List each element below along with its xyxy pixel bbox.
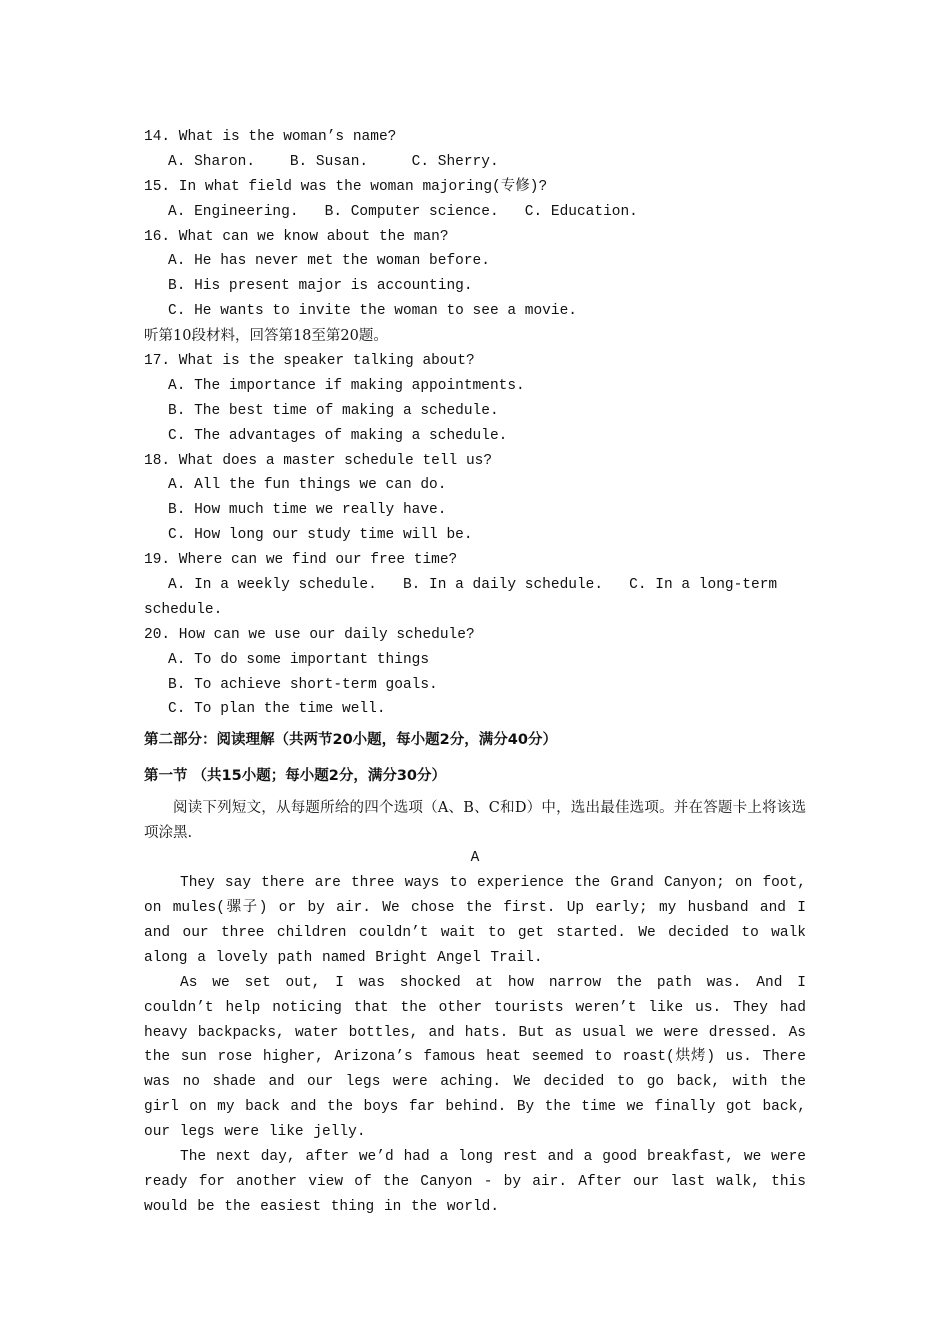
question-17-option-b: B. The best time of making a schedule. bbox=[168, 402, 499, 419]
part-two-title: 第二部分：阅读理解（共两节20小题，每小题2分，满分40分） bbox=[144, 732, 557, 749]
question-20: 20. How can we use our daily schedule? bbox=[144, 626, 475, 643]
question-16: 16. What can we know about the man? bbox=[144, 228, 449, 245]
question-18-option-c: C. How long our study time will be. bbox=[168, 527, 473, 544]
reading-instructions: 阅读下列短文，从每题所给的四个选项（A、B、C和D）中，选出最佳选项。并在答题卡上将该选项涂黑. bbox=[144, 800, 806, 842]
passage-paragraph-2: As we set out, I was shocked at how narrow the path was. And I couldn’t help noticing that the other tourists weren’t like us. They had heavy backpacks, water bottles, and hats. But as usual we were dressed. As the sun rose higher, Arizona’s famous heat seemed to roast(烘烤) us. There was no shade and our legs were aching. We decided to go back, with the girl on my back and the boys far behind. By the time we finally got back, our legs were like jelly. bbox=[144, 974, 806, 1141]
question-14-options: A. Sharon. B. Susan. C. Sherry. bbox=[168, 153, 499, 170]
question-15-options: A. Engineering. B. Computer science. C. Education. bbox=[168, 203, 638, 220]
exam-page bbox=[144, 125, 806, 1220]
question-14: 14. What is the woman’s name? bbox=[144, 129, 397, 145]
question-20-option-c: C. To plan the time well. bbox=[168, 701, 386, 718]
question-19-options-line1: A. In a weekly schedule. B. In a daily schedule. C. In a long-term bbox=[168, 577, 778, 594]
question-17-option-c: C. The advantages of making a schedule. bbox=[168, 427, 508, 444]
question-16-option-c: C. He wants to invite the woman to see a movie. bbox=[168, 303, 577, 320]
question-19-options-line2: schedule. bbox=[144, 601, 223, 618]
section-10-note: 听第10段材料，回答第18至第20题。 bbox=[144, 328, 388, 345]
question-18: 18. What does a master schedule tell us? bbox=[144, 452, 493, 469]
question-20-option-b: B. To achieve short-term goals. bbox=[168, 676, 438, 693]
question-18-option-a: A. All the fun things we can do. bbox=[168, 477, 447, 494]
question-18-option-b: B. How much time we really have. bbox=[168, 502, 447, 519]
question-19: 19. Where can we find our free time? bbox=[144, 552, 458, 569]
question-20-option-a: A. To do some important things bbox=[168, 651, 430, 668]
question-15: 15. In what field was the woman majoring(专修)? bbox=[144, 178, 548, 195]
section-one-title: 第一节 （共15小题；每小题2分，满分30分） bbox=[144, 768, 446, 785]
passage-paragraph-3: The next day, after we’d had a long rest and a good breakfast, we were ready for another view of the Canyon - by air. After our last walk, this would be the easiest thing in the world. bbox=[144, 1149, 806, 1215]
question-17-option-a: A. The importance if making appointments. bbox=[168, 377, 525, 394]
passage-paragraph-1: They say there are three ways to experience the Grand Canyon; on foot, on mules(骡子) or by air. We chose the first. Up early; my husband and I and our three children couldn’t wait to get started. We decided to walk along a lovely path named Bright Angel Trail. bbox=[144, 875, 806, 966]
passage-label: A bbox=[470, 850, 480, 867]
question-17: 17. What is the speaker talking about? bbox=[144, 353, 475, 370]
question-16-option-b: B. His present major is accounting. bbox=[168, 278, 473, 295]
question-16-option-a: A. He has never met the woman before. bbox=[168, 253, 490, 270]
